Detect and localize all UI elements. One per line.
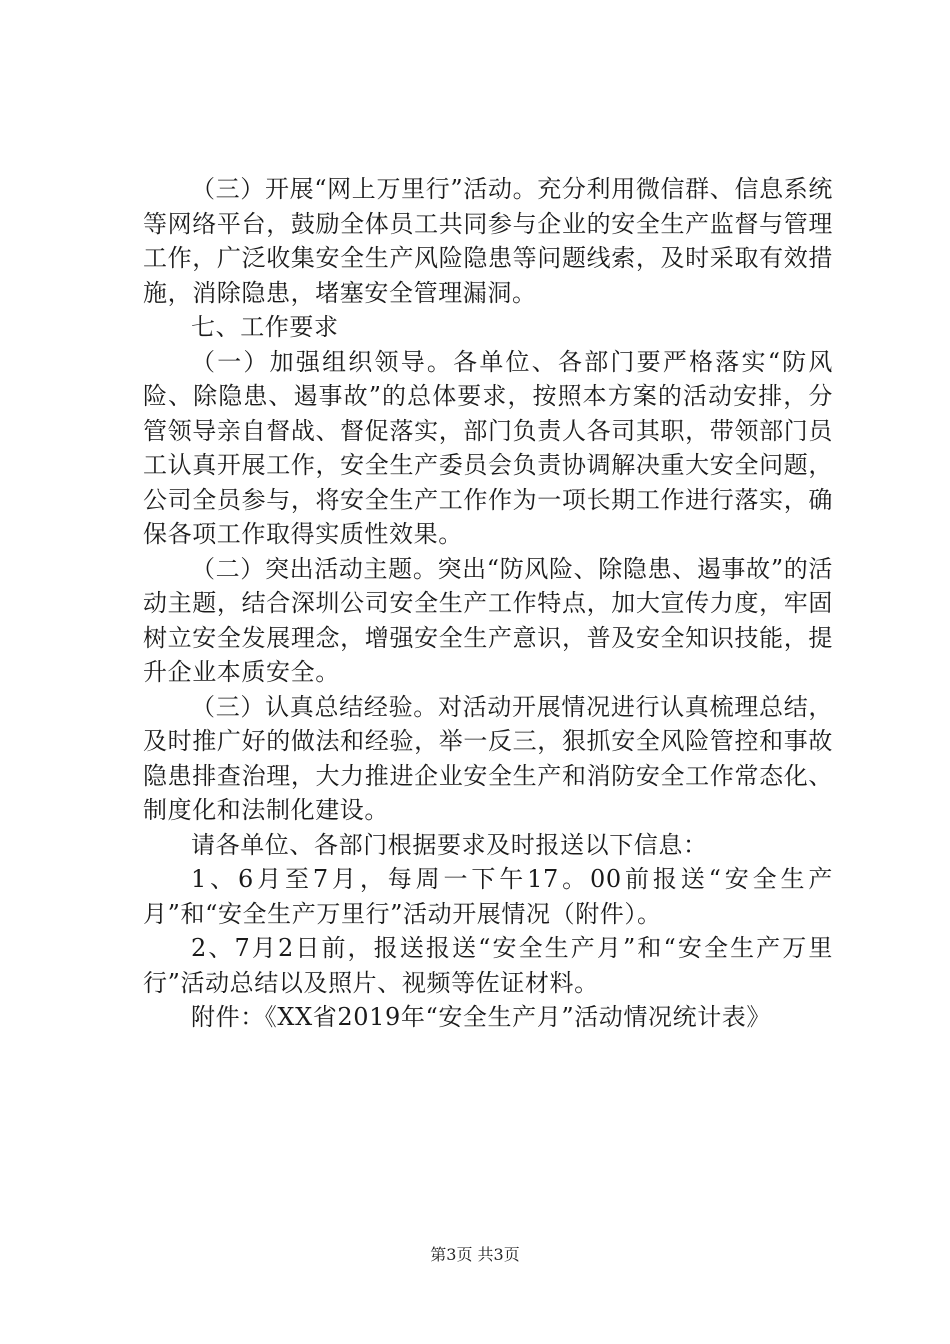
document-body bbox=[143, 172, 833, 1035]
section-heading-work-requirements: 七、工作要求 bbox=[191, 313, 339, 341]
paragraph-attachment: 附件：《XX省2019年“安全生产月”活动情况统计表》 bbox=[191, 1003, 771, 1031]
paragraph-online-campaign: （三）开展“网上万里行”活动。充分利用微信群、信息系统等网络平台，鼓励全体员工共同参与企业的安全生产监督与管理工作，广泛收集安全生产风险隐患等问题线索，及时采取有效措施，消除隐患，堵塞安全管理漏洞。 bbox=[143, 175, 833, 307]
paragraph-strengthen-leadership: （一）加强组织领导。各单位、各部门要严格落实“防风险、除隐患、遏事故”的总体要求，按照本方案的活动安排，分管领导亲自督战、督促落实，部门负责人各司其职，带领部门员工认真开展工作，安全生产委员会负责协调解决重大安全问题，公司全员参与，将安全生产工作作为一项长期工作进行落实，确保各项工作取得实质性效果。 bbox=[143, 347, 833, 548]
paragraph-highlight-theme: （二）突出活动主题。突出“防风险、除隐患、遏事故”的活动主题，结合深圳公司安全生产工作特点，加大宣传力度，牢固树立安全发展理念，增强安全生产意识，普及安全知识技能，提升企业本质安全。 bbox=[143, 554, 833, 686]
paragraph-report-item-2: 2、7月2日前，报送报送“安全生产月”和“安全生产万里行”活动总结以及照片、视频等佐证材料。 bbox=[143, 934, 833, 997]
paragraph-report-request: 请各单位、各部门根据要求及时报送以下信息： bbox=[191, 830, 708, 859]
page-number-footer: 第3页 共3页 bbox=[430, 1245, 520, 1264]
paragraph-summarize-experience: （三）认真总结经验。对活动开展情况进行认真梳理总结，及时推广好的做法和经验，举一反三，狠抓安全风险管控和事故隐患排查治理，大力推进企业安全生产和消防安全工作常态化、制度化和法制化建设。 bbox=[143, 692, 833, 824]
paragraph-report-item-1: 1、6月至7月，每周一下午17。00前报送“安全生产月”和“安全生产万里行”活动开展情况（附件）。 bbox=[143, 865, 833, 928]
